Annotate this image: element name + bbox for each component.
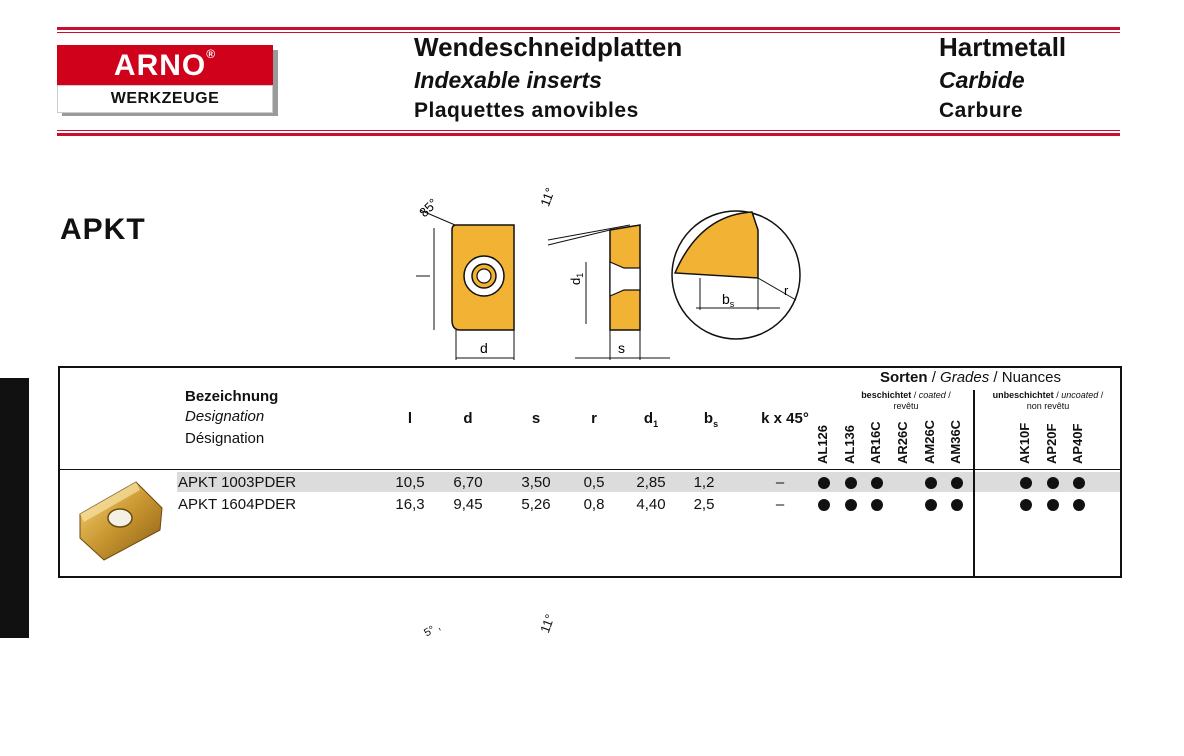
designation-de: Bezeichnung <box>185 388 279 405</box>
availability-dot <box>871 477 883 489</box>
uncoated-en: uncoated <box>1061 390 1099 400</box>
material-en: Carbide <box>939 67 1025 93</box>
grades-table <box>58 366 1122 578</box>
col-bs <box>691 410 731 429</box>
angle-side-label: 11° <box>537 185 558 209</box>
row2-bs: 2,5 <box>693 496 715 513</box>
row1-d: 6,70 <box>453 474 483 491</box>
row1-k: – <box>775 474 785 491</box>
dim-d1-main: d <box>568 277 583 285</box>
grade-am26c: AM26C <box>922 419 937 464</box>
designation-fr: Désignation <box>185 430 265 447</box>
row2-k: – <box>775 496 785 513</box>
designation-en: Designation <box>185 408 265 425</box>
grade-ap20f: AP20F <box>1044 423 1059 464</box>
grades-heading <box>880 369 1061 386</box>
logo-name: ARNO <box>113 49 207 82</box>
availability-dot <box>925 477 937 489</box>
title-en: Indexable inserts <box>414 67 602 93</box>
grade-am36c: AM36C <box>948 419 963 464</box>
col-d: d <box>463 410 473 427</box>
insert-front-view <box>416 210 514 360</box>
grade-al136: AL136 <box>842 424 857 464</box>
availability-dot <box>845 477 857 489</box>
row1-bs: 1,2 <box>693 474 715 491</box>
row1-r: 0,5 <box>583 474 605 491</box>
side-tab <box>0 378 29 638</box>
availability-dot <box>1047 499 1059 511</box>
title-de: Wendeschneidplatten <box>414 32 683 62</box>
insert-side-view <box>548 225 670 360</box>
col-k: k x 45° <box>761 410 809 427</box>
availability-dot <box>871 499 883 511</box>
footer-fragment-right: 11° <box>537 612 558 635</box>
title-fr: Plaquettes amovibles <box>414 99 639 122</box>
row2-s: 5,26 <box>521 496 551 513</box>
sep-3: / <box>913 390 917 400</box>
dim-d1-label <box>568 273 585 285</box>
logo-sub: WERKZEUGE <box>57 85 273 113</box>
coated-fr: revêtu <box>893 401 919 411</box>
col-r: r <box>591 410 597 427</box>
col-bs-sub: s <box>713 419 719 429</box>
grade-ap40f: AP40F <box>1070 423 1085 464</box>
availability-dot <box>1020 499 1032 511</box>
coated-de: beschichtet <box>861 390 912 400</box>
footer-fragment-left: 5° , <box>422 620 443 640</box>
grades-title-de: Sorten <box>880 369 928 386</box>
availability-dot <box>1073 499 1085 511</box>
row2-designation: APKT 1604PDER <box>178 496 297 513</box>
row1-l: 10,5 <box>395 474 425 491</box>
dim-bs-main: b <box>722 291 730 307</box>
grade-ak10f: AK10F <box>1017 422 1032 464</box>
col-bs-main: b <box>703 410 714 427</box>
material-fr: Carbure <box>939 99 1024 122</box>
sep-5: / <box>1056 390 1059 400</box>
row1-d1: 2,85 <box>636 474 666 491</box>
row2-d: 9,45 <box>453 496 483 513</box>
insert-drawing <box>400 170 820 365</box>
bottom-rule <box>57 133 1120 136</box>
col-d1-sub: 1 <box>653 419 659 429</box>
sep-2: / <box>993 369 998 386</box>
col-l: l <box>407 410 413 427</box>
top-rule <box>57 27 1120 30</box>
uncoated-de: unbeschichtet <box>992 390 1054 400</box>
availability-dot <box>951 499 963 511</box>
dim-bs-sub: s <box>729 299 735 309</box>
bottom-rule-thin <box>57 130 1120 131</box>
sep-6: / <box>1100 390 1104 400</box>
row2-r: 0,8 <box>583 496 605 513</box>
availability-dot <box>1020 477 1032 489</box>
logo-reg: ® <box>206 47 217 61</box>
insert-detail-view <box>672 211 800 339</box>
row1-s: 3,50 <box>521 474 551 491</box>
coated-label <box>812 390 1000 412</box>
availability-dot <box>1047 477 1059 489</box>
dim-s-label: s <box>618 340 625 356</box>
col-d1-main: d <box>643 410 654 427</box>
availability-dot <box>925 499 937 511</box>
availability-dot <box>818 477 830 489</box>
material-de: Hartmetall <box>939 32 1067 62</box>
dim-r-label: r <box>784 283 789 298</box>
col-d1 <box>631 410 671 429</box>
availability-dot <box>818 499 830 511</box>
header-separator <box>60 469 1120 470</box>
uncoated-fr: non revêtu <box>1026 401 1070 411</box>
grades-title-en: Grades <box>940 369 990 386</box>
sep-1: / <box>931 369 936 386</box>
grade-ar16c: AR16C <box>868 421 883 464</box>
arno-logo <box>57 45 273 111</box>
row1-designation: APKT 1003PDER <box>178 474 297 491</box>
grades-title-fr: Nuances <box>1001 369 1061 386</box>
availability-dot <box>1073 477 1085 489</box>
dim-d-label: d <box>480 340 488 356</box>
row2-l: 16,3 <box>395 496 425 513</box>
availability-dot <box>951 477 963 489</box>
coated-en: coated <box>918 390 946 400</box>
col-s: s <box>531 410 541 427</box>
angle-top-label: 85° <box>416 195 441 221</box>
grade-al126: AL126 <box>815 424 830 464</box>
sep-4: / <box>948 390 951 400</box>
product-code: APKT <box>60 213 146 246</box>
grade-ar26c: AR26C <box>895 421 910 464</box>
uncoated-label <box>976 390 1120 412</box>
availability-dot <box>845 499 857 511</box>
insert-photo <box>74 478 166 562</box>
grade-group-separator <box>973 390 975 576</box>
row2-d1: 4,40 <box>636 496 666 513</box>
dim-d1-sub: 1 <box>575 272 585 278</box>
